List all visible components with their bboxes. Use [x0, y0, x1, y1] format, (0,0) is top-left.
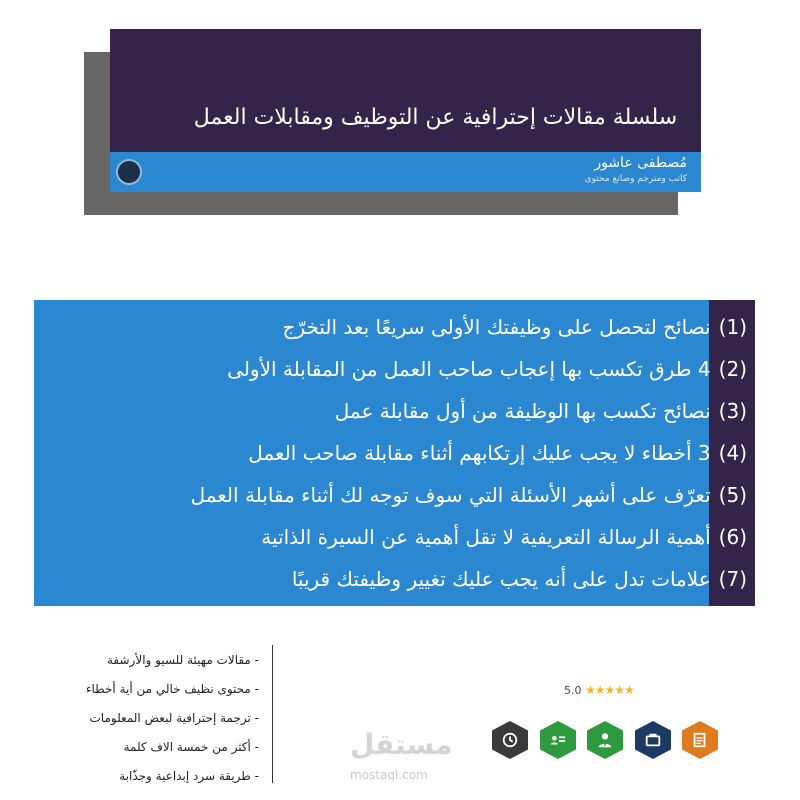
list-item — [191, 306, 747, 348]
rating-value: 5.0 — [564, 684, 582, 697]
list-item — [191, 474, 747, 516]
feature-item: - طريقة سرد إبداعية وجذّابة — [119, 769, 259, 783]
briefcase-icon[interactable] — [635, 721, 671, 759]
list-item — [191, 390, 747, 432]
item-title: 3 أخطاء لا يجب عليك إرتكابهم أثناء مقابلة صاحب العمل — [248, 441, 711, 465]
item-title: علامات تدل على أنه يجب عليك تغيير وظيفتك قريبًا — [291, 567, 711, 591]
avatar — [116, 159, 142, 185]
author-name: مُصطفى عاشور — [594, 155, 687, 171]
clock-icon[interactable] — [492, 721, 528, 759]
item-number: (3) — [718, 399, 747, 423]
document-edit-icon[interactable] — [682, 721, 718, 759]
articles-list — [191, 306, 747, 600]
banner-title: سلسلة مقالات إحترافية عن التوظيف ومقابلات العمل — [193, 105, 678, 130]
feature-item: - محتوى نظيف خالي من أية أخطاء — [85, 682, 259, 696]
item-title: أهمية الرسالة التعريفية لا تقل أهمية عن السيرة الذاتية — [261, 525, 711, 549]
list-item — [191, 348, 747, 390]
rating — [564, 683, 634, 697]
item-number: (2) — [718, 357, 747, 381]
item-title: 4 طرق تكسب بها إعجاب صاحب العمل من المقابلة الأولى — [227, 357, 711, 381]
divider — [272, 645, 273, 783]
item-number: (6) — [718, 525, 747, 549]
item-number: (4) — [718, 441, 747, 465]
list-item — [191, 516, 747, 558]
author-bar — [110, 152, 701, 192]
item-title: نصائح تكسب بها الوظيفة من أول مقابلة عمل — [334, 399, 711, 423]
feature-item: - أكثر من خمسة الاف كلمة — [123, 740, 259, 754]
author-role: كاتب ومترجم وصانع محتوى — [584, 174, 687, 184]
item-title: نصائح لتحصل على وظيفتك الأولى سريعًا بعد التخرّج — [282, 315, 711, 339]
mostaql-domain: mostaql.com — [350, 768, 428, 782]
user-tie-icon[interactable] — [587, 721, 623, 759]
feature-item: - مقالات مهيئة للسيو والأرشفة — [107, 653, 259, 667]
list-item — [191, 558, 747, 600]
mostaql-logo: مستقل — [350, 728, 453, 761]
item-title: تعرّف على أشهر الأسئلة التي سوف توجه لك أثناء مقابلة العمل — [190, 483, 711, 507]
list-item — [191, 432, 747, 474]
features-list — [86, 646, 259, 791]
feature-item: - ترجمة إحترافية لبعض المعلومات — [89, 711, 259, 725]
id-card-icon[interactable] — [540, 721, 576, 759]
star-rating-icon: ★★★★★ — [585, 683, 634, 697]
item-number: (5) — [718, 483, 747, 507]
banner — [110, 29, 701, 192]
articles-panel — [34, 300, 755, 606]
item-number: (7) — [718, 567, 747, 591]
item-number: (1) — [718, 315, 747, 339]
